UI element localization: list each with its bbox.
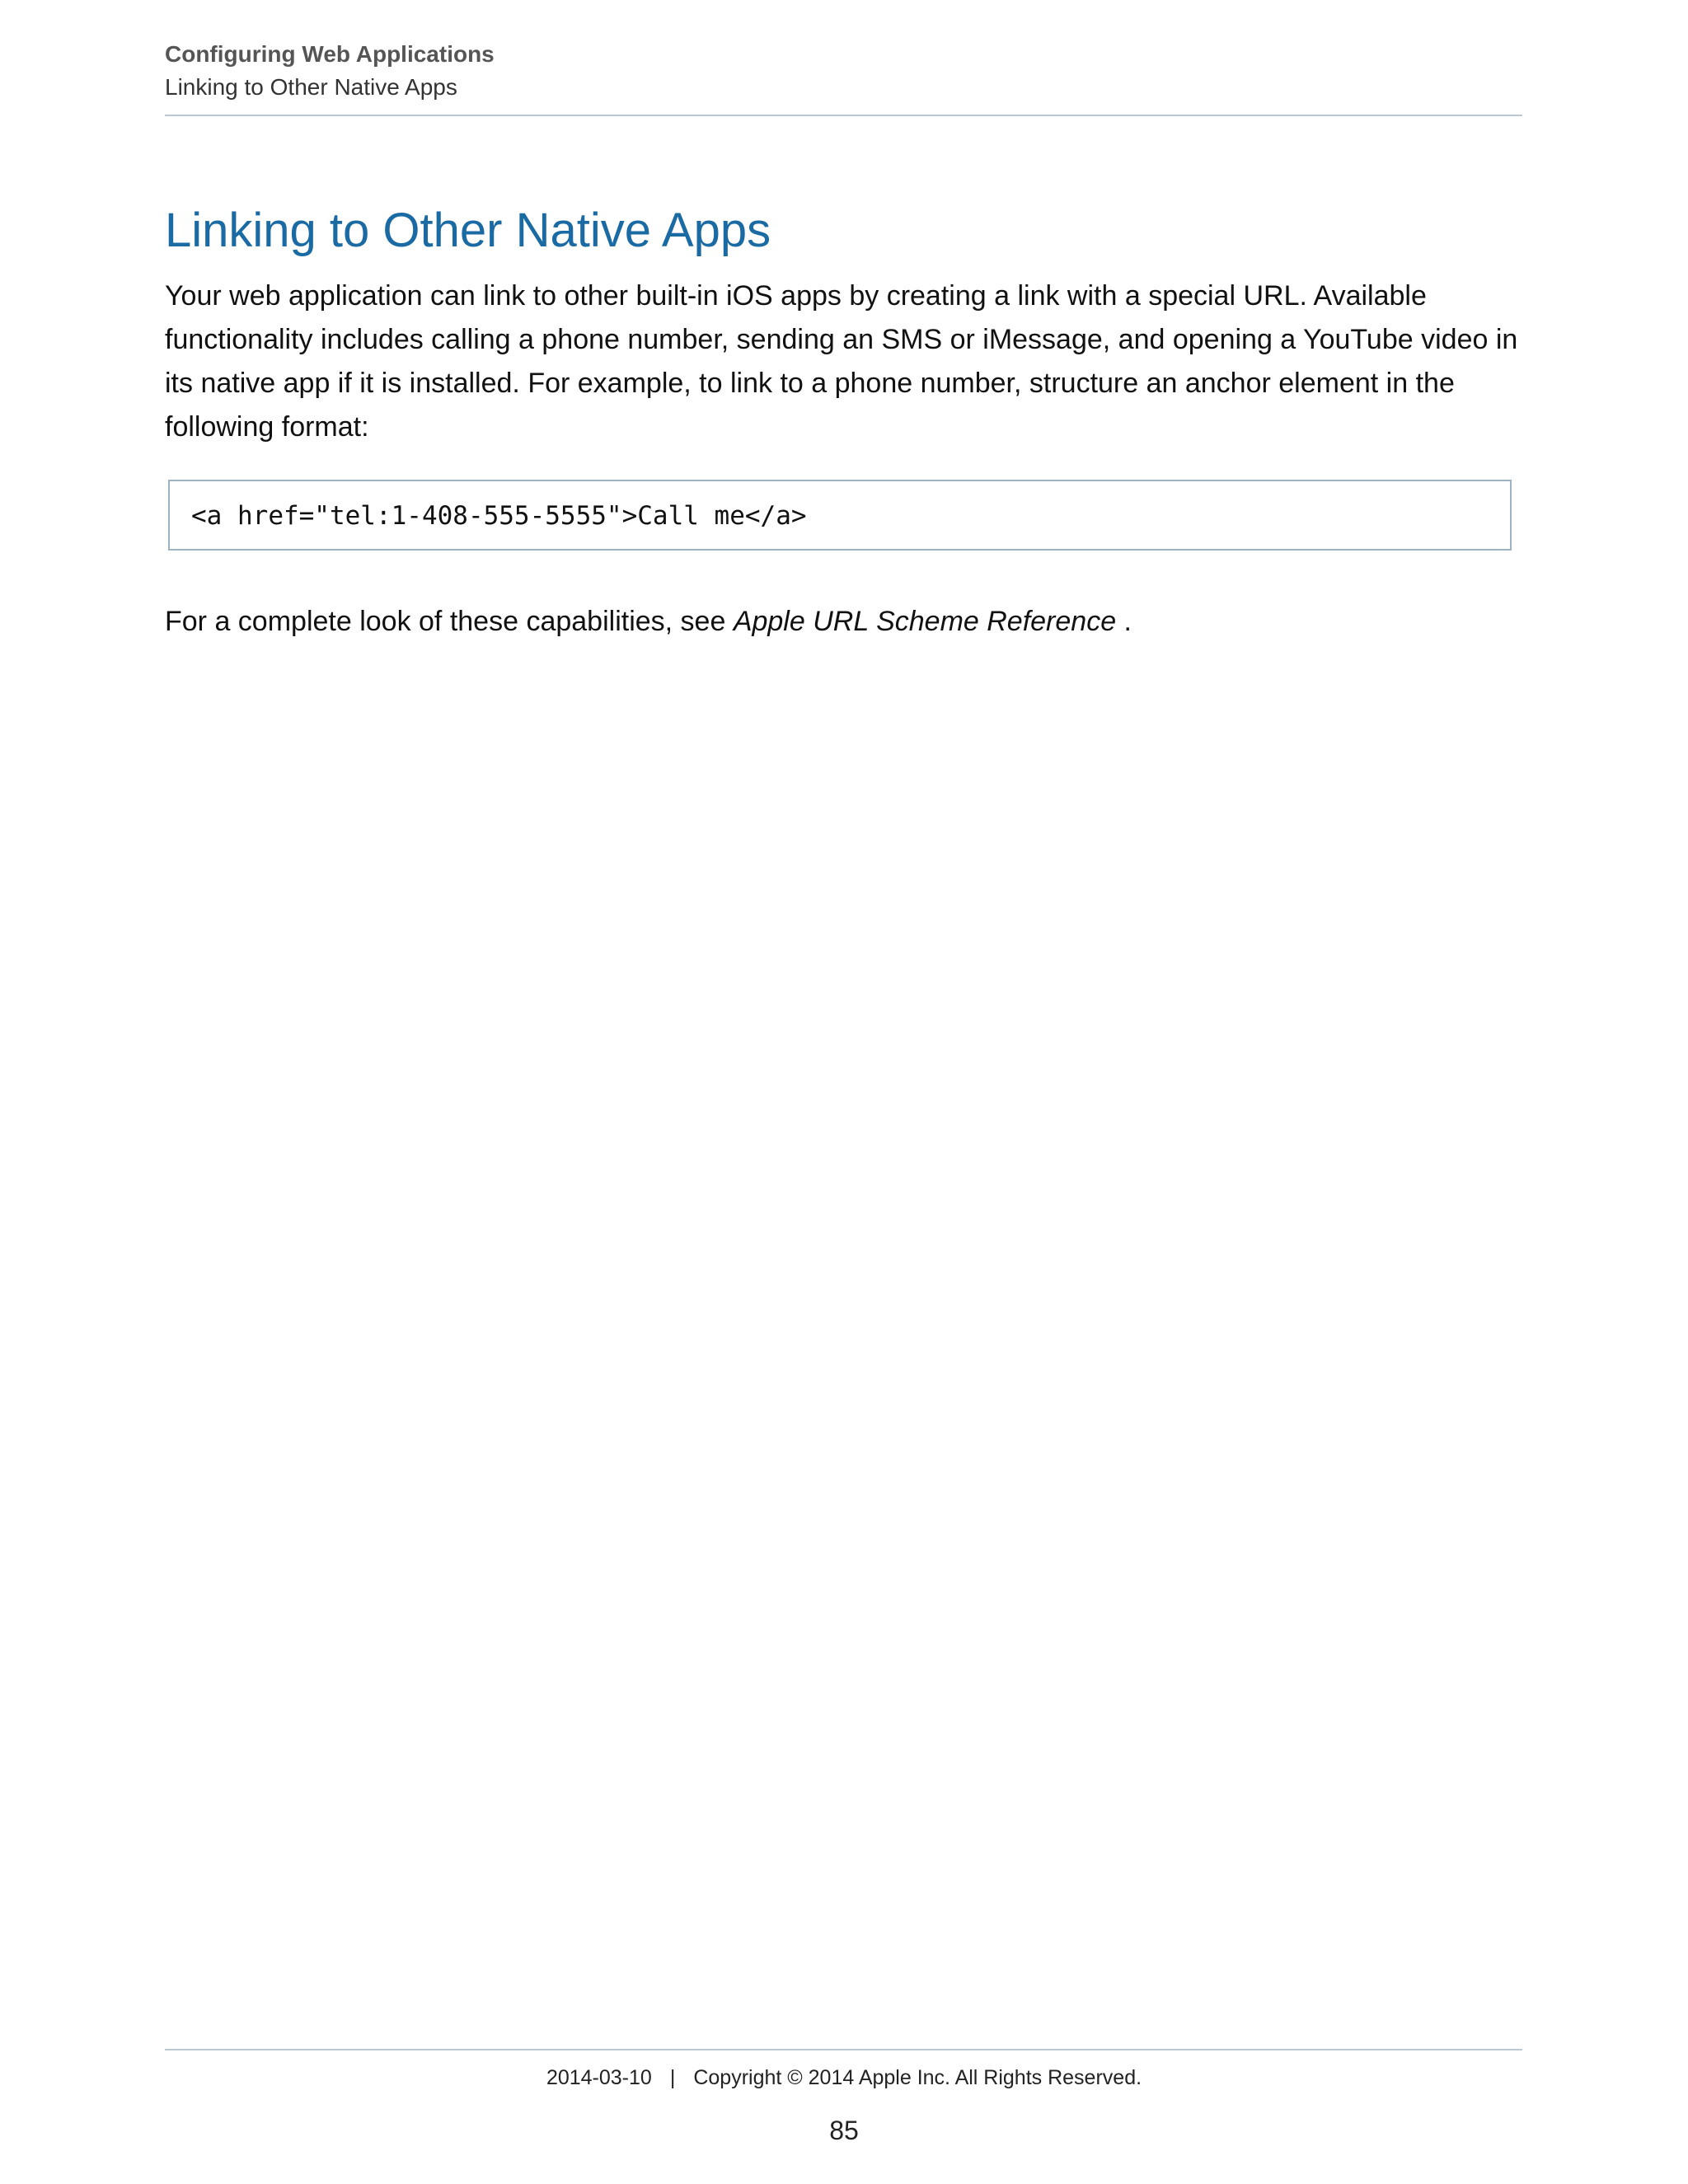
see-also-prefix: For a complete look of these capabilities, see [165,606,734,637]
header-divider [165,115,1522,116]
page-title: Linking to Other Native Apps [165,204,771,257]
footer-date: 2014-03-10 [546,2066,652,2089]
page-number: 85 [829,2116,859,2145]
code-snippet: <a href="tel:1-408-555-5555">Call me</a> [191,501,807,531]
footer-divider [165,2049,1522,2050]
intro-paragraph: Your web application can link to other built-in iOS apps by creating a link with a special URL. Available functionality includes calling a phone number, sending an SMS or iMessage, and opening a YouTube video in its native app if it is installed. For example, to link to a phone number, structure an anchor element in the following format: [165,280,1518,443]
page-footer [0,2061,1688,2094]
see-also-suffix: . [1116,606,1132,637]
see-also-paragraph [165,600,1132,643]
header-section-title: Linking to Other Native Apps [165,74,457,100]
url-scheme-reference-link[interactable]: Apple URL Scheme Reference [733,606,1117,637]
footer-copyright: Copyright © 2014 Apple Inc. All Rights Reserved. [693,2066,1142,2089]
footer-separator: | [669,2066,676,2089]
header-chapter-title: Configuring Web Applications [165,41,495,67]
running-header [165,38,1522,104]
code-listing [168,480,1512,551]
